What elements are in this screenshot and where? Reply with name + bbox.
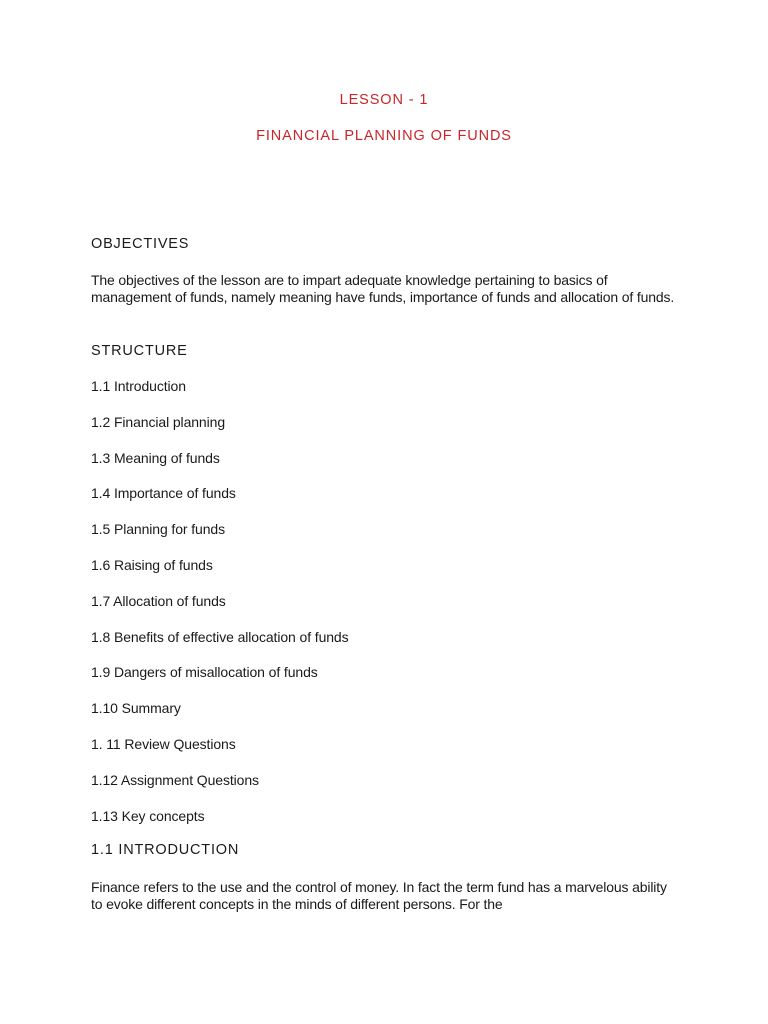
structure-item: 1.12 Assignment Questions bbox=[91, 771, 259, 788]
structure-heading: STRUCTURE bbox=[91, 343, 188, 359]
structure-item: 1.6 Raising of funds bbox=[91, 556, 213, 573]
introduction-heading: 1.1 INTRODUCTION bbox=[91, 842, 240, 858]
structure-item: 1.13 Key concepts bbox=[91, 807, 205, 824]
structure-item: 1.4 Importance of funds bbox=[91, 485, 236, 502]
objectives-paragraph: The objectives of the lesson are to impart adequate knowledge pertaining to basics of management of funds, namely meaning have funds, importance of funds and allocation of funds. bbox=[91, 272, 675, 305]
structure-item: 1.8 Benefits of effective allocation of funds bbox=[91, 628, 349, 645]
structure-item: 1.10 Summary bbox=[91, 700, 181, 717]
structure-item: 1.9 Dangers of misallocation of funds bbox=[91, 664, 318, 681]
structure-list bbox=[91, 377, 349, 842]
structure-item: 1.5 Planning for funds bbox=[91, 521, 226, 538]
introduction-paragraph: Finance refers to the use and the control of money. In fact the term fund has a marvelous ability to evoke different concepts in the minds of different persons. For the bbox=[91, 879, 667, 912]
structure-item: 1.7 Allocation of funds bbox=[91, 592, 226, 609]
structure-item: 1. 11 Review Questions bbox=[91, 735, 236, 752]
lesson-title: LESSON - 1 bbox=[339, 92, 429, 108]
objectives-heading: OBJECTIVES bbox=[91, 236, 190, 252]
structure-item: 1.3 Meaning of funds bbox=[91, 449, 220, 466]
lesson-subtitle: FINANCIAL PLANNING OF FUNDS bbox=[256, 128, 512, 144]
structure-item: 1.1 Introduction bbox=[91, 378, 186, 394]
structure-item: 1.2 Financial planning bbox=[91, 413, 226, 430]
